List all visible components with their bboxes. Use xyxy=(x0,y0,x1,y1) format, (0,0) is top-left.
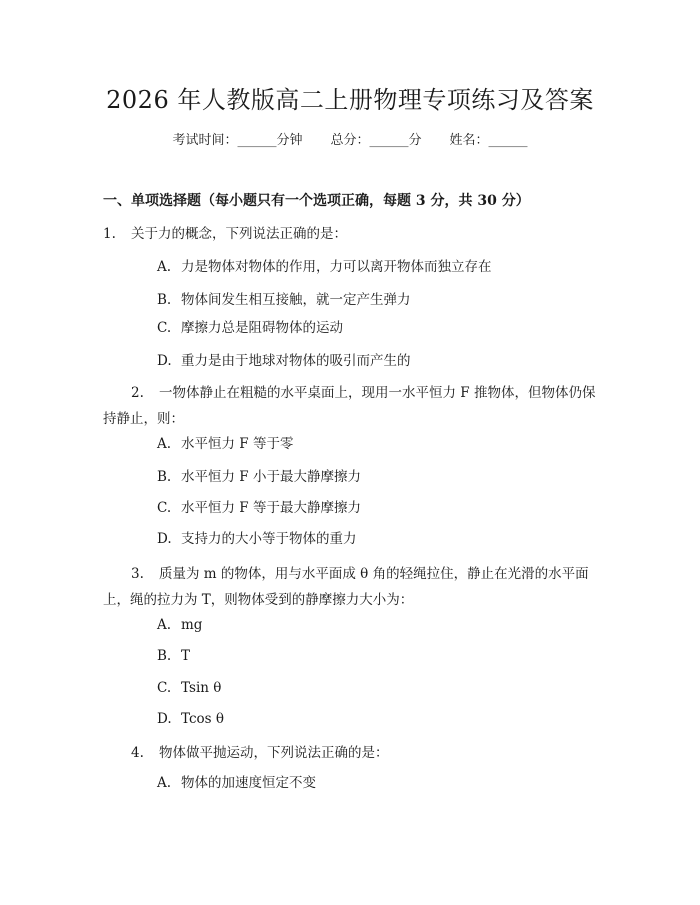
option-3d xyxy=(157,708,224,730)
option-letter: C. xyxy=(157,680,172,696)
option-text: 支持力的大小等于物体的重力 xyxy=(181,531,357,547)
question-number: 1. xyxy=(103,226,116,242)
option-text: mg xyxy=(181,617,203,633)
option-letter: A. xyxy=(157,617,172,633)
option-letter: C. xyxy=(157,320,172,336)
option-letter: D. xyxy=(157,353,172,369)
exam-meta xyxy=(0,130,700,152)
option-text: Tcos θ xyxy=(181,711,224,727)
option-text: 水平恒力 F 小于最大静摩擦力 xyxy=(181,469,361,485)
option-2a xyxy=(157,433,293,455)
option-letter: B. xyxy=(157,469,172,485)
option-text: 重力是由于地球对物体的吸引而产生的 xyxy=(181,353,411,369)
question-4 xyxy=(103,740,608,766)
option-1c xyxy=(157,317,343,339)
option-letter: B. xyxy=(157,292,172,308)
option-3b xyxy=(157,645,190,667)
option-1b xyxy=(157,289,411,311)
total-score: 总分：______分 xyxy=(330,133,422,148)
option-letter: B. xyxy=(157,648,172,664)
question-3 xyxy=(103,561,608,613)
option-text: 水平恒力 F 等于最大静摩擦力 xyxy=(181,500,361,516)
option-text: 力是物体对物体的作用，力可以离开物体而独立存在 xyxy=(181,259,492,275)
option-text: 摩擦力总是阻碍物体的运动 xyxy=(181,320,343,336)
option-letter: D. xyxy=(157,531,172,547)
section-heading: 一、单项选择题（每小题只有一个选项正确，每题 3 分，共 30 分） xyxy=(103,193,530,209)
option-4a xyxy=(157,772,316,794)
option-letter: A. xyxy=(157,259,172,275)
question-number: 2. xyxy=(131,385,144,401)
option-text: 物体的加速度恒定不变 xyxy=(181,775,316,791)
option-2c xyxy=(157,497,361,519)
question-stem: 一物体静止在粗糙的水平桌面上，现用一水平恒力 F 推物体，但物体仍保持静止，则： xyxy=(103,385,596,427)
question-2 xyxy=(103,380,608,432)
option-2d xyxy=(157,528,357,550)
student-name: 姓名：______ xyxy=(449,133,528,148)
option-3c xyxy=(157,677,221,699)
question-stem: 关于力的概念，下列说法正确的是： xyxy=(131,226,347,242)
option-letter: D. xyxy=(157,711,172,727)
option-text: 物体间发生相互接触，就一定产生弹力 xyxy=(181,292,411,308)
option-letter: C. xyxy=(157,500,172,516)
option-letter: A. xyxy=(157,436,172,452)
question-1 xyxy=(103,221,608,247)
option-3a xyxy=(157,614,202,636)
option-1d xyxy=(157,350,411,372)
question-number: 3. xyxy=(131,566,144,582)
option-letter: A. xyxy=(157,775,172,791)
question-stem: 物体做平抛运动，下列说法正确的是： xyxy=(159,745,389,761)
option-text: 水平恒力 F 等于零 xyxy=(181,436,294,452)
document-title: 2026 年人教版高二上册物理专项练习及答案 xyxy=(106,86,594,114)
exam-time: 考试时间：______分钟 xyxy=(172,133,303,148)
option-text: T xyxy=(181,648,191,664)
option-text: Tsin θ xyxy=(181,680,222,696)
question-stem: 质量为 m 的物体，用与水平面成 θ 角的轻绳拉住，静止在光滑的水平面上，绳的拉力为 T，则物体受到的静摩擦力大小为： xyxy=(103,566,589,608)
question-number: 4. xyxy=(131,745,144,761)
option-2b xyxy=(157,466,361,488)
option-1a xyxy=(157,256,492,278)
